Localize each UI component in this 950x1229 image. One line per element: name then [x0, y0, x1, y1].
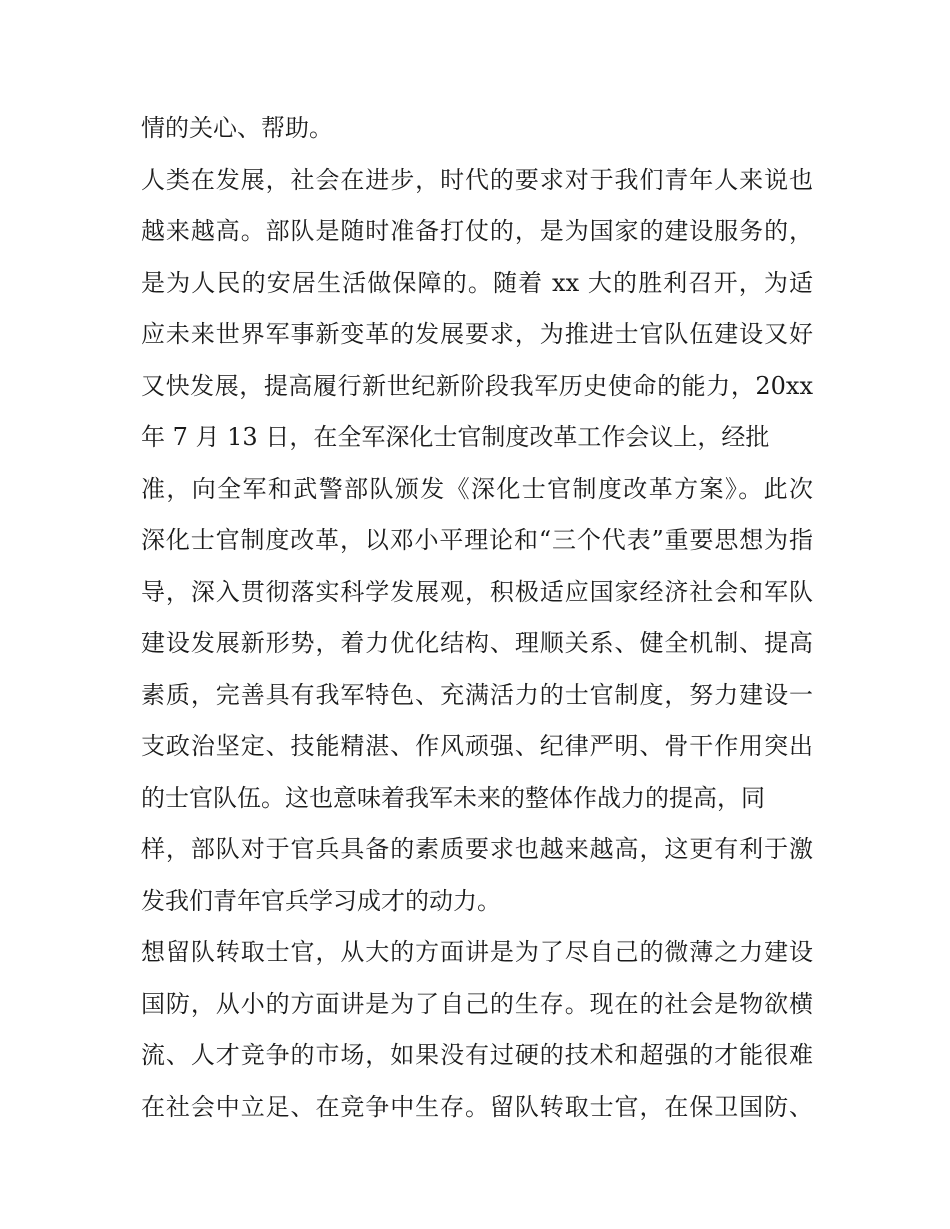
text-line: 越来越高。部队是随时准备打仗的，是为国家的建设服务的，	[141, 217, 813, 245]
text-line: 素质，完善具有我军特色、充满活力的士官制度，努力建设一	[141, 680, 813, 709]
text-line: 是为人民的安居生活做保障的。随着 xx 大的胜利召开，为适	[141, 268, 813, 297]
text-line: 应未来世界军事新变革的发展要求，为推进士官队伍建设又好	[141, 320, 813, 348]
text-line: 情的关心、帮助。	[141, 114, 333, 142]
text-line: 准，向全军和武警部队颁发《深化士官制度改革方案》。此次	[141, 474, 813, 503]
text-line: 支政治坚定、技能精湛、作风顽强、纪律严明、骨干作用突出	[141, 732, 813, 760]
text-line: 想留队转取士官，从大的方面讲是为了尽自己的微薄之力建设	[141, 938, 813, 966]
text-line: 的士官队伍。这也意味着我军未来的整体作战力的提高，同	[141, 783, 765, 812]
text-line: 年 7 月 13 日，在全军深化士官制度改革工作会议上，经批	[141, 423, 770, 451]
text-line: 国防，从小的方面讲是为了自己的生存。现在的社会是物欲横	[141, 989, 813, 1018]
text-line: 建设发展新形势，着力优化结构、理顺关系、健全机制、提高	[141, 629, 813, 657]
text-line: 流、人才竞争的市场，如果没有过硬的技术和超强的才能很难	[141, 1041, 813, 1069]
text-line: 又快发展，提高履行新世纪新阶段我军历史使命的能力，20xx	[141, 371, 813, 400]
text-line: 深化士官制度改革，以邓小平理论和“三个代表”重要思想为指	[141, 526, 813, 554]
body-text	[141, 103, 813, 1133]
text-line: 样，部队对于官兵具备的素质要求也越来越高，这更有利于激	[141, 835, 813, 863]
text-line: 导，深入贯彻落实科学发展观，积极适应国家经济社会和军队	[141, 577, 813, 606]
text-line: 在社会中立足、在竞争中生存。留队转取士官，在保卫国防、	[141, 1092, 813, 1121]
text-line: 发我们青年官兵学习成才的动力。	[141, 886, 501, 915]
text-line: 人类在发展，社会在进步，时代的要求对于我们青年人来说也	[141, 165, 813, 194]
